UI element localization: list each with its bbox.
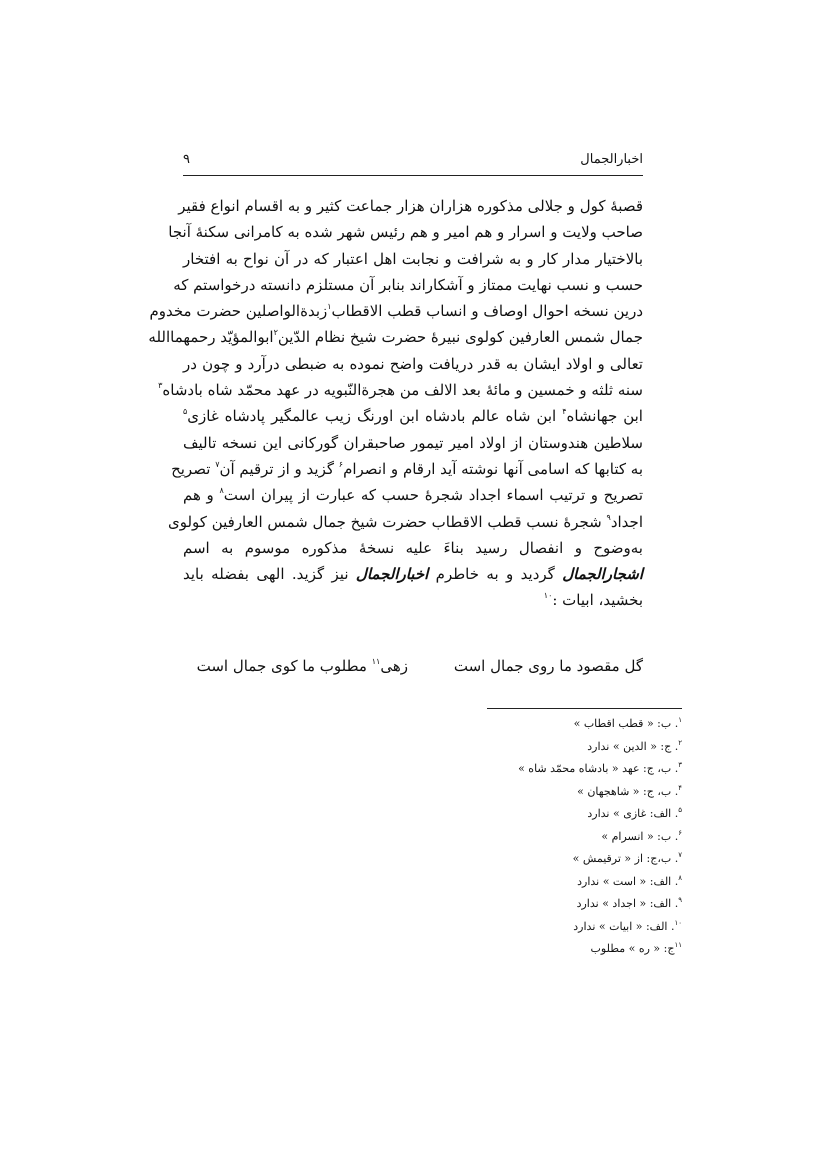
footnote-number: ۸: [678, 873, 682, 882]
text-span: مطلوب ما کوی جمال است: [196, 657, 367, 675]
footnote-marker: ۴: [562, 407, 567, 417]
footnote-marker: ۷: [215, 459, 220, 469]
footnote-text: . الف: « است » ندارد: [577, 874, 679, 888]
text-span: درین نسخه احوال اوصاف و انساب قطب الاقطاب: [331, 302, 643, 321]
footnote-text: . الف: غازی » ندارد: [587, 807, 679, 820]
text-span: تصریح و ترتیب اسماء اجداد شجرهٔ حسب که عبارت از پیران است: [223, 486, 643, 505]
footnote-marker: ۵: [183, 407, 188, 417]
footnote-marker: ۶: [338, 459, 344, 469]
footnote-text: . ب: « انسرام »: [601, 829, 679, 843]
footnote-number: ۷: [678, 851, 682, 859]
text-line: سلاطین هندوستان از اولاد امیر تیمور صاحبقران گورکانی این نسخه تالیف: [183, 433, 643, 452]
text-line: [183, 482, 643, 508]
footnote: [360, 848, 682, 871]
footnote: [360, 938, 682, 961]
text-span: زهی: [380, 657, 408, 675]
footnote-number: ۱۰: [674, 918, 682, 927]
text-line: حسب و نسب نهایت ممتاز و آشکاراند بنابر آن مستلزم دانسته درخواستم که: [173, 275, 643, 294]
text-span: سنه ثلثه و خمسین و مائهٔ بعد الالف من هجرةالنّبویه در عهد محمّد شاه بادشاه: [162, 381, 643, 400]
text-span: به کتابها که اسامی آنها نوشته آید ارقام و انصرام: [343, 459, 643, 478]
footnote-text: ج: « ره » مطلوب: [590, 942, 675, 955]
text-span: تصریح: [171, 459, 211, 478]
footnote: [360, 803, 682, 826]
footnote-marker: ۳: [158, 381, 163, 391]
footnote-marker: ۸: [219, 486, 224, 496]
title-emphasis: اشجارالجمال: [562, 565, 644, 584]
text-span: گردید و به خاطرم: [435, 565, 555, 584]
footnote-text: . الف: « اجداد » ندارد: [576, 897, 679, 910]
running-title: اخبارالجمال: [580, 152, 643, 167]
text-span: اجداد: [610, 512, 643, 531]
footnote-text: . ب،ج: از « ترقیمش »: [572, 852, 679, 865]
footnote: [360, 713, 682, 736]
text-span: و هم: [183, 486, 214, 505]
text-line: [158, 377, 643, 403]
footnotes: [360, 713, 682, 961]
footnote-marker: ۲: [273, 328, 278, 338]
text-span: ابوالمؤیّد رحمهماالله: [148, 328, 274, 347]
text-line: [183, 561, 643, 587]
text-line: [167, 509, 643, 535]
footnote-text: . الف: « ابیات » ندارد: [573, 919, 675, 933]
footnote: [360, 826, 682, 849]
verse-couplet: [183, 652, 643, 682]
footnote-number: ۴: [678, 783, 682, 792]
header-rule: [183, 175, 643, 176]
text-line: صاحب ولایت و اسرار و هم امیر و هم رئیس شهر شده به کامرانی سکنهٔ آنجا: [168, 223, 643, 242]
footnote-number: ۱۱: [674, 941, 682, 949]
text-span: زبدةالواصلین حضرت مخدوم: [149, 302, 328, 321]
text-span: گزید و از ترقیم آن: [219, 459, 334, 478]
text-line: به‌وضوح و انفصال رسید بناءَ علیه نسخهٔ مذکوره موسوم به اسم: [183, 538, 643, 557]
footnote-text: . ج: « الدین » ندارد: [587, 739, 679, 753]
footnote-text: . ب، ج: عهد « بادشاه محمّد شاه »: [518, 762, 679, 775]
footnote-number: ۲: [678, 738, 682, 747]
footnote: [360, 736, 682, 759]
text-line: قصبهٔ کول و جلالی مذکوره هزاران هزار جماعت کثیر و به اقسام انواع فقیر: [178, 197, 643, 215]
text-span: بخشید، ابیات :: [552, 591, 643, 610]
footnote: [360, 758, 682, 781]
footnote-number: ۳: [678, 761, 682, 769]
footnote: [360, 916, 682, 939]
footnote: [360, 871, 682, 894]
footnote-number: ۹: [678, 896, 682, 904]
verse-hemistich: [197, 652, 408, 680]
running-header: [183, 148, 643, 176]
text-line: [171, 456, 643, 482]
text-line: [183, 403, 643, 429]
text-line: بالاختیار مدار کار و به شرافت و نجابت اهل اعتبار که در آن نواح به افتخار: [183, 249, 643, 268]
text-line: تعالی و اولاد ایشان به قدر دریافت واضح نموده به ضبطی درآرد و چون در: [183, 354, 643, 373]
text-span: نیز گزید. الهی بفضله باید: [183, 565, 349, 584]
text-span: شجرهٔ نسب قطب الاقطاب حضرت شیخ جمال شمس العارفین کولوی: [167, 512, 602, 531]
text-span: جمال شمس العارفین کولوی نبیرهٔ حضرت شیخ نظام الدّین: [277, 328, 643, 347]
text-line: [183, 587, 643, 613]
verse-hemistich: گل مقصود ما روی جمال است: [453, 657, 643, 675]
footnote-marker: ۱: [327, 302, 332, 312]
title-emphasis: اخبارالجمال: [355, 565, 429, 584]
text-span: ابن شاه عالم بادشاه ابن اورنگ زیب عالمگیر پادشاه غازی: [187, 407, 557, 426]
footnote-marker: ۹: [606, 512, 611, 522]
page-number: ۹: [183, 152, 190, 167]
footnote-marker: ۱۱: [371, 657, 381, 666]
footnote-rule: [487, 708, 682, 709]
text-span: ابن جهانشاه: [566, 407, 643, 426]
footnote: [360, 893, 682, 916]
text-line: [149, 298, 643, 324]
footnote: [360, 781, 682, 804]
footnote-number: ۱: [678, 716, 682, 724]
footnote-text: . ب، ج: « شاهجهان »: [577, 784, 679, 798]
footnote-number: ۶: [678, 828, 682, 837]
text-line: [148, 324, 643, 350]
footnote-marker: ۱۰: [543, 591, 553, 601]
footnote-text: . ب: « قطب اقطاب »: [573, 717, 679, 730]
main-text: [148, 193, 644, 614]
footnote-number: ۵: [678, 806, 682, 814]
